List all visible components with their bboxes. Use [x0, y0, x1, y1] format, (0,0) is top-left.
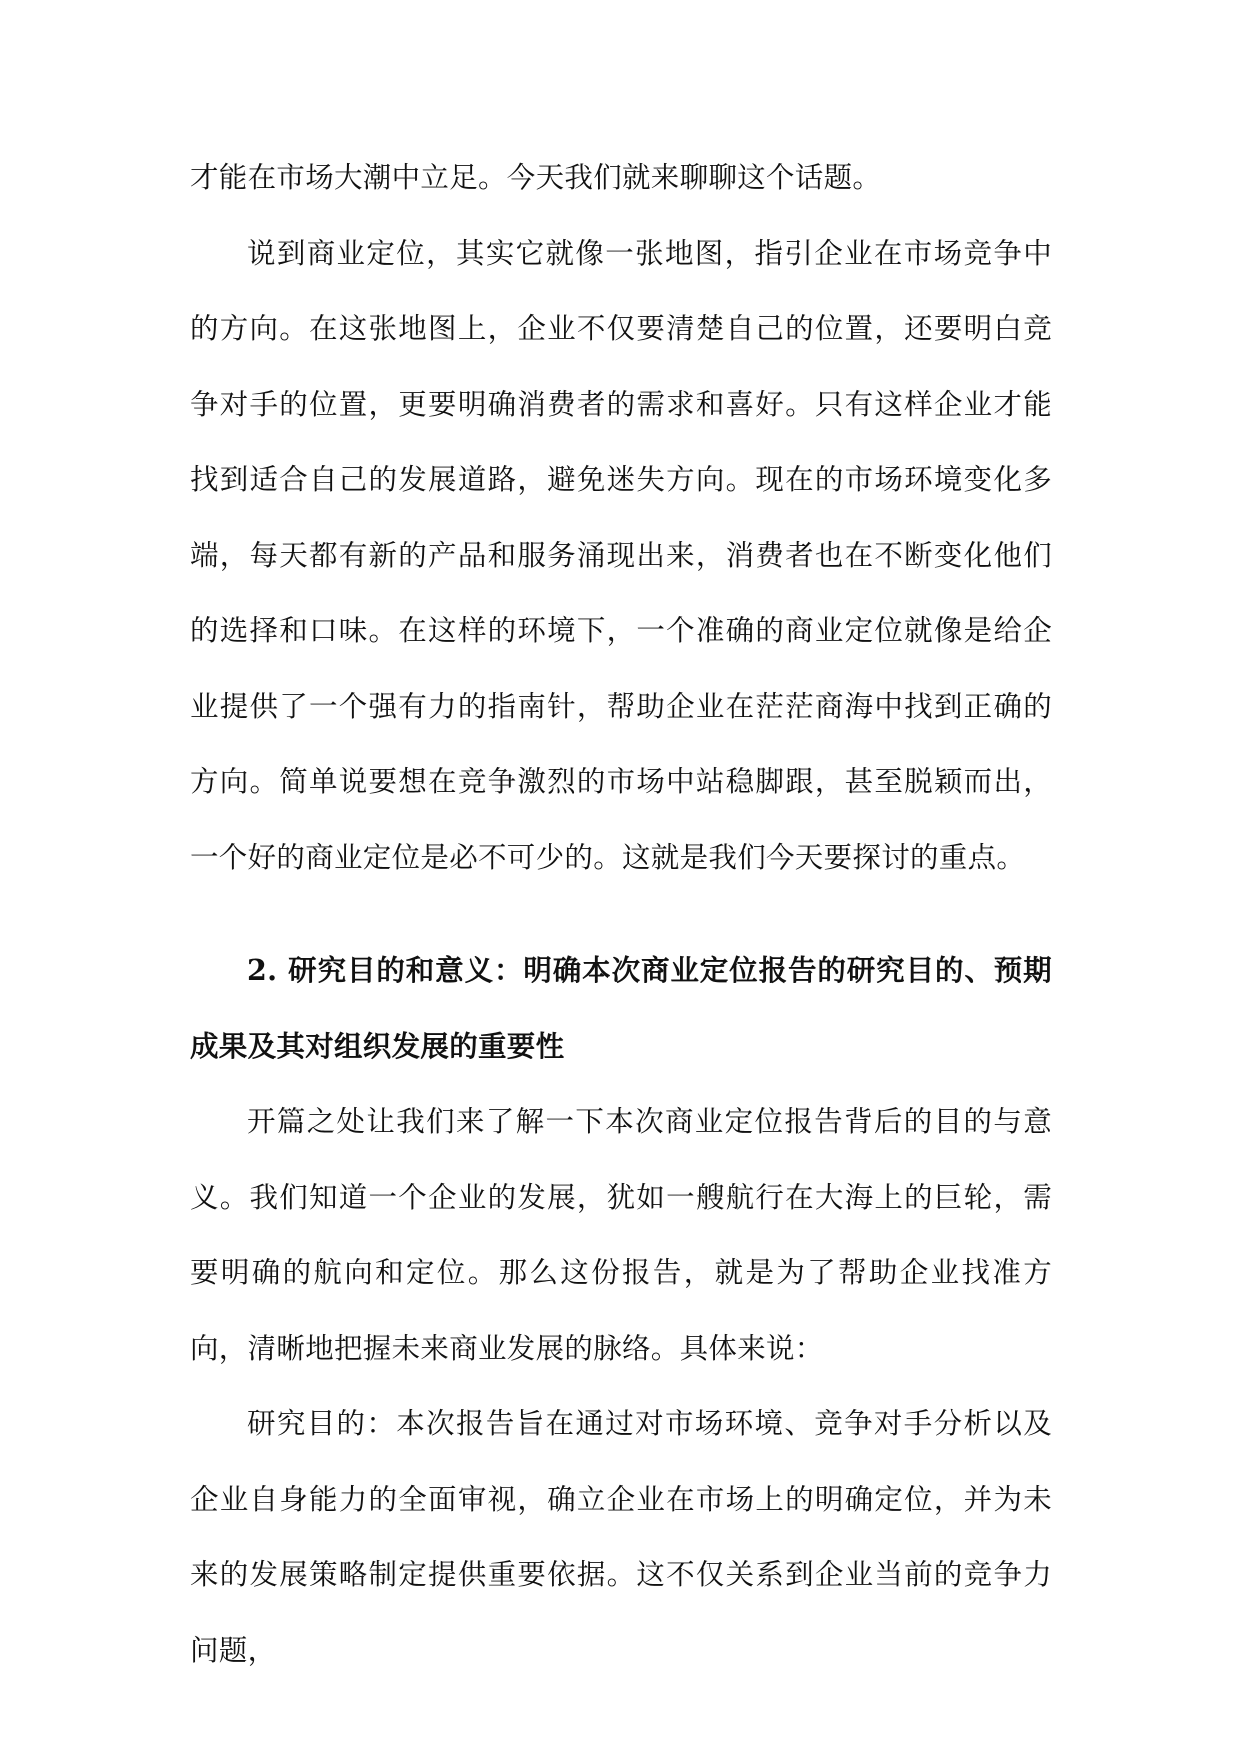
- section-heading-research-purpose: 2. 研究目的和意义：明确本次商业定位报告的研究目的、预期成果及其对组织发展的重要性: [190, 953, 1052, 1063]
- paragraph-report-intro: 开篇之处让我们来了解一下本次商业定位报告背后的目的与意义。我们知道一个企业的发展，犹如一艘航行在大海上的巨轮，需要明确的航向和定位。那么这份报告，就是为了帮助企业找准方向，清晰地把握未来商业发展的脉络。具体来说：: [190, 1105, 1052, 1365]
- paragraph-business-positioning: 说到商业定位，其实它就像一张地图，指引企业在市场竞争中的方向。在这张地图上，企业不仅要清楚自己的位置，还要明白竞争对手的位置，更要明确消费者的需求和喜好。只有这样企业才能找到适合自己的发展道路，避免迷失方向。现在的市场环境变化多端，每天都有新的产品和服务涌现出来，消费者也在不断变化他们的选择和口味。在这样的环境下，一个准确的商业定位就像是给企业提供了一个强有力的指南针，帮助企业在茫茫商海中找到正确的方向。简单说要想在竞争激烈的市场中站稳脚跟，甚至脱颖而出，一个好的商业定位是必不可少的。这就是我们今天要探讨的重点。: [190, 236, 1052, 874]
- document-body: [190, 140, 1052, 1688]
- paragraph-research-purpose: 研究目的：本次报告旨在通过对市场环境、竞争对手分析以及企业自身能力的全面审视，确立企业在市场上的明确定位，并为未来的发展策略制定提供重要依据。这不仅关系到企业当前的竞争力问题，: [190, 1407, 1052, 1667]
- paragraph-continuation: 才能在市场大潮中立足。今天我们就来聊聊这个话题。: [190, 161, 882, 194]
